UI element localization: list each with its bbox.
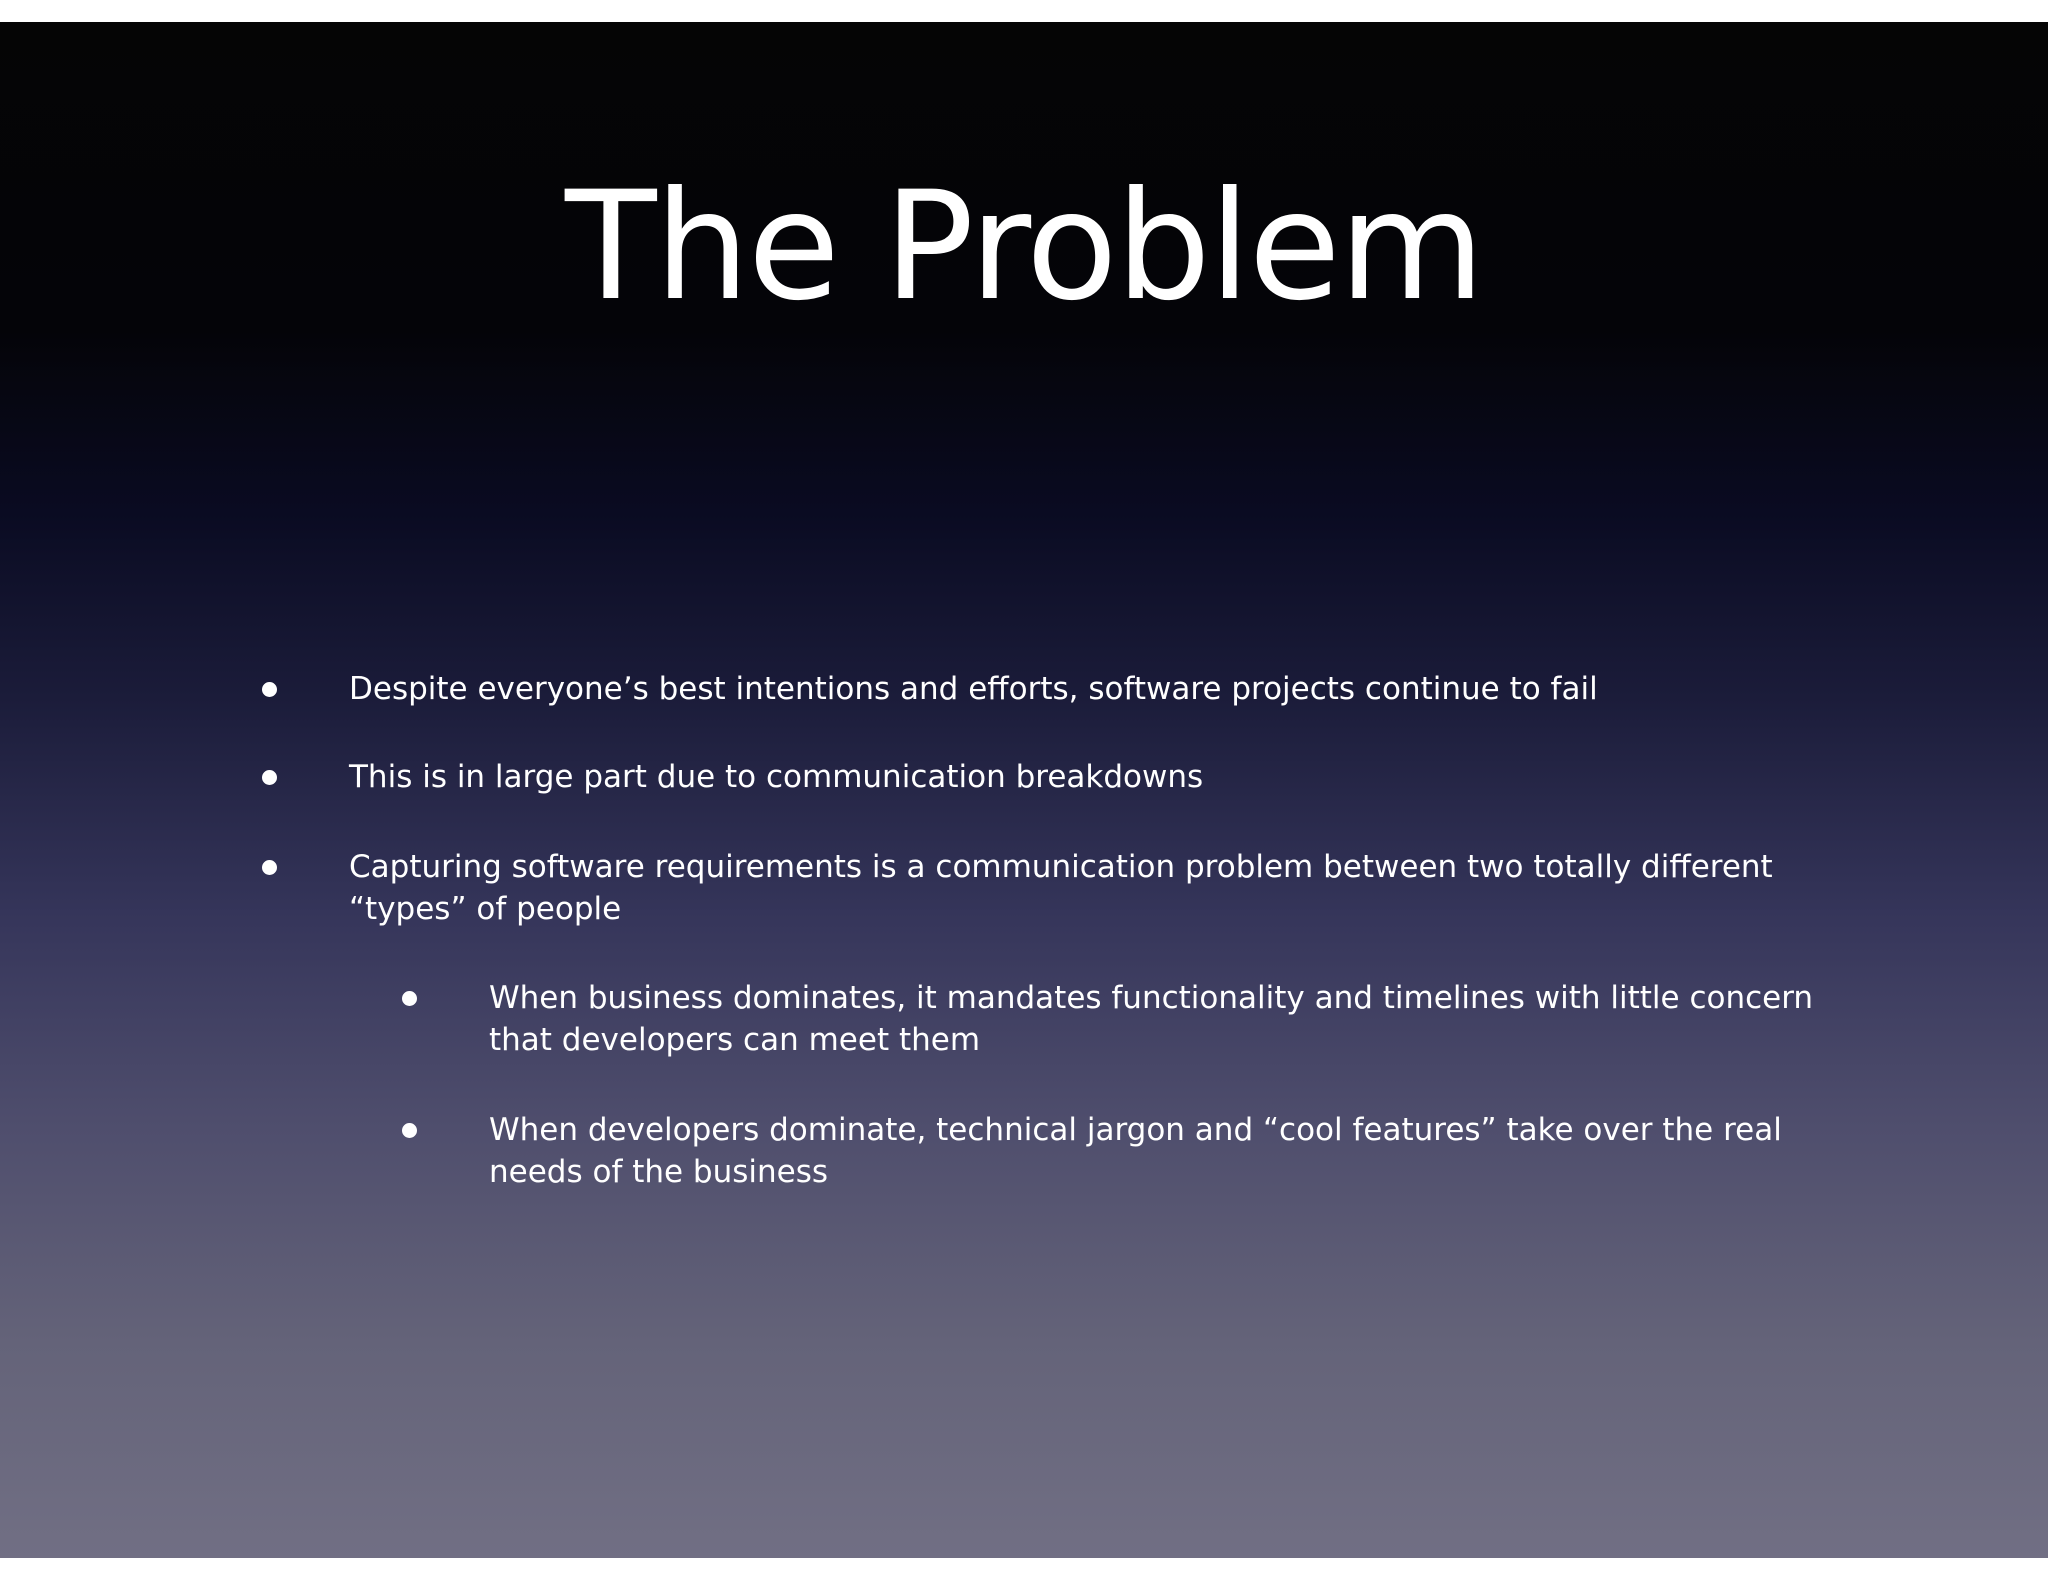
bullet-dot-icon (262, 770, 277, 785)
bullet-dot-icon (402, 991, 417, 1006)
bullet-text: Capturing software requirements is a communication problem between two totally different “types” of people (349, 849, 1773, 927)
bullet-dot-icon (402, 1123, 417, 1138)
slide (0, 22, 2048, 1558)
slide-title: The Problem (565, 160, 1483, 334)
bullet-dot-icon (262, 682, 277, 697)
sub-bullet-text: When developers dominate, technical jargon and “cool features” take over the real needs of the business (489, 1112, 1782, 1190)
bullet-list (0, 22, 2048, 1558)
bullet-dot-icon (262, 860, 277, 875)
bullet-text: Despite everyone’s best intentions and efforts, software projects continue to fail (349, 671, 1598, 707)
bullet-text: This is in large part due to communication breakdowns (349, 759, 1204, 795)
sub-bullet-text: When business dominates, it mandates functionality and timelines with little concern that developers can meet them (489, 980, 1814, 1058)
